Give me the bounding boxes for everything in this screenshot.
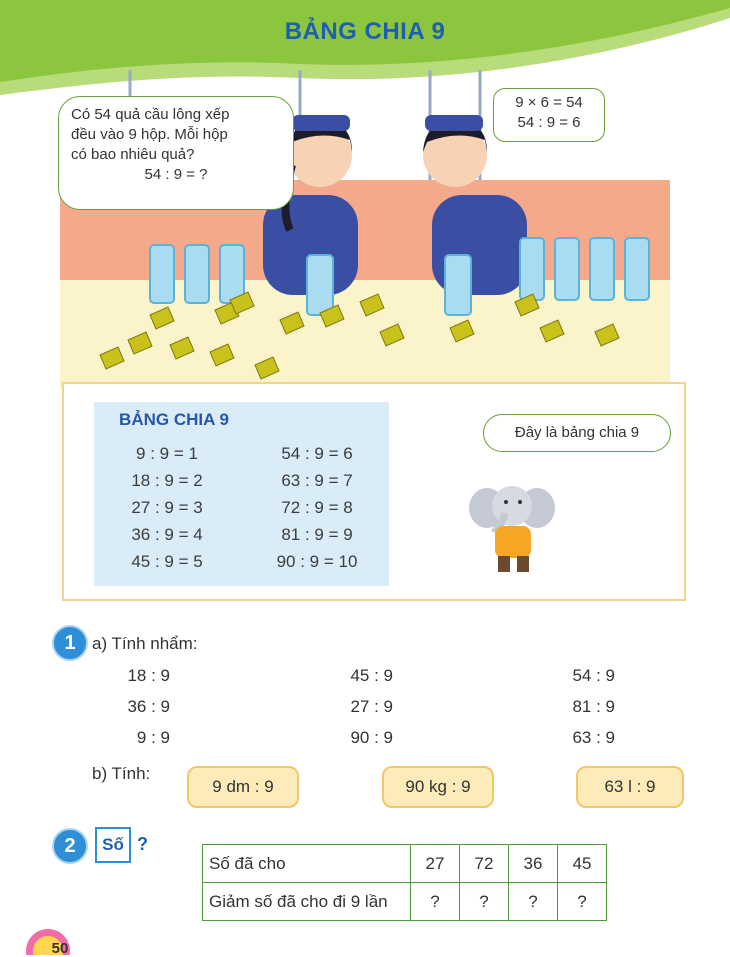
bubble-left-line-2: đều vào 9 hộp. Mỗi hộp: [71, 126, 228, 143]
speech-bubble-left: [58, 96, 294, 210]
page-number: 50: [51, 940, 69, 957]
answer-cell[interactable]: ?: [509, 883, 558, 921]
question-mark: ?: [137, 834, 148, 854]
calc-item: 81 : 9: [572, 697, 615, 716]
table-cell: 36: [509, 845, 558, 883]
page-title: BẢNG CHIA 9: [284, 18, 446, 45]
table-cell: 72: [460, 845, 509, 883]
row-label: Số đã cho: [203, 845, 411, 883]
calc-item: 90 : 9: [350, 728, 393, 747]
bubble-right-line-2: 54 : 9 = 6: [517, 114, 581, 131]
table-cell: 45: [558, 845, 607, 883]
division-row-col1: 36 : 9 = 4: [131, 525, 203, 544]
calc-item: 9 : 9: [136, 728, 170, 747]
exercise-1-badge: 1: [52, 625, 88, 661]
exercise-1b-label: b) Tính:: [92, 764, 151, 783]
answer-cell[interactable]: ?: [411, 883, 460, 921]
division-row-col2: 90 : 9 = 10: [276, 552, 358, 571]
calc-item: 36 : 9: [127, 697, 170, 716]
calc-item: 63 : 9: [572, 728, 615, 747]
division-table-title: BẢNG CHIA 9: [119, 410, 229, 429]
bubble-right-line-1: 9 × 6 = 54: [515, 94, 583, 111]
calc-item: 54 : 9: [572, 666, 615, 685]
calc-item: 45 : 9: [350, 666, 393, 685]
elephant-icon: [465, 478, 560, 578]
bubble-left-equation: 54 : 9 = ?: [144, 166, 208, 183]
division-row-col1: 45 : 9 = 5: [131, 552, 203, 571]
division-row-col2: 72 : 9 = 8: [281, 498, 353, 517]
division-row-col2: 81 : 9 = 9: [281, 525, 353, 544]
exercise-2-table: [202, 844, 607, 921]
calc-item: 18 : 9: [127, 666, 170, 685]
division-row-col1: 18 : 9 = 2: [131, 471, 203, 490]
division-row-col2: 63 : 9 = 7: [281, 471, 353, 490]
table-row: [203, 883, 607, 921]
answer-cell[interactable]: ?: [460, 883, 509, 921]
table-cell: 27: [411, 845, 460, 883]
calc-pill: 90 kg : 9: [382, 766, 494, 808]
exercise-2-badge: 2: [52, 828, 88, 864]
so-box: Số: [95, 827, 131, 863]
row-label: Giảm số đã cho đi 9 lần: [203, 883, 411, 921]
calc-item: 27 : 9: [350, 697, 393, 716]
division-row-col1: 9 : 9 = 1: [136, 444, 198, 463]
exercise-1a-label: a) Tính nhẩm:: [92, 634, 198, 653]
elephant-speech-bubble: Đây là bảng chia 9: [483, 414, 671, 452]
division-row-col2: 54 : 9 = 6: [281, 444, 353, 463]
division-row-col1: 27 : 9 = 3: [131, 498, 203, 517]
table-row: [203, 845, 607, 883]
bubble-left-line-1: Có 54 quả cầu lông xếp: [71, 106, 230, 123]
calc-pill: 63 l : 9: [576, 766, 684, 808]
calc-pill: 9 dm : 9: [187, 766, 299, 808]
speech-bubble-right: [493, 88, 605, 142]
answer-cell[interactable]: ?: [558, 883, 607, 921]
bubble-left-line-3: có bao nhiêu quả?: [71, 146, 195, 163]
